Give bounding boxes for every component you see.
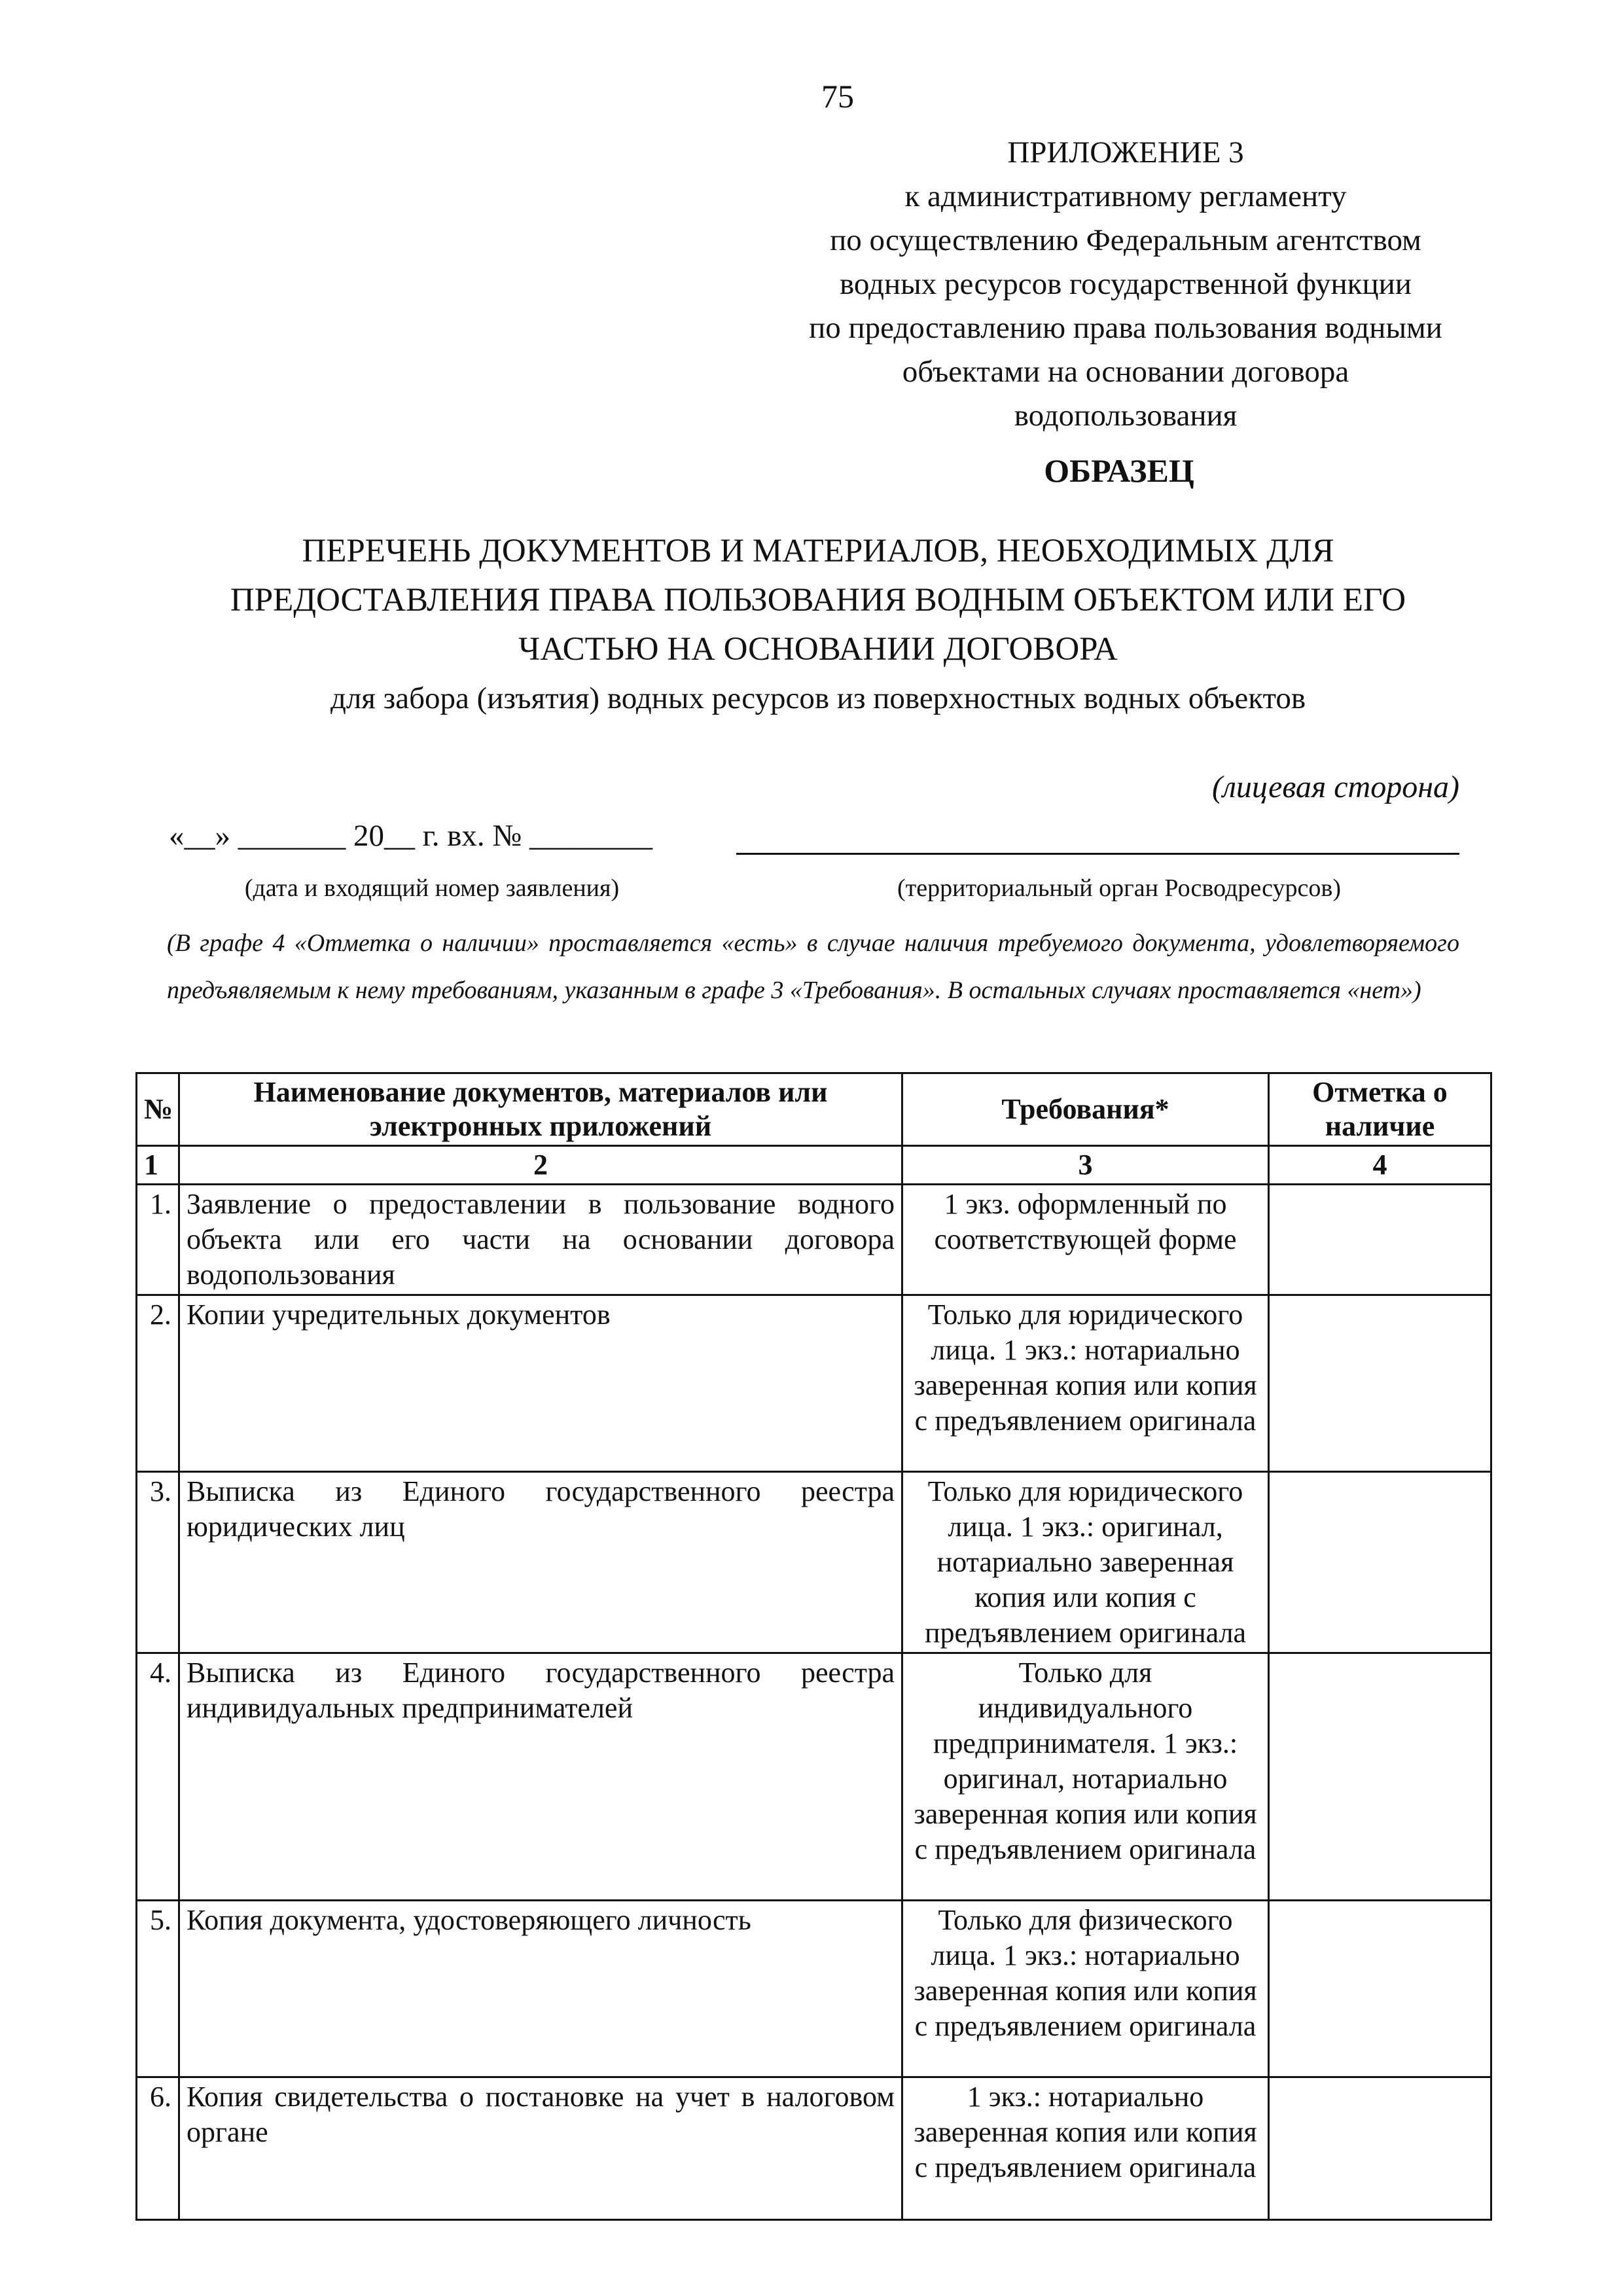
appendix-line: водных ресурсов государственной функции [840, 267, 1412, 301]
sample-label: ОБРАЗЕЦ [1044, 452, 1194, 489]
table-row [137, 1185, 1491, 1295]
document-name: Копии учредительных документов [179, 1295, 902, 1472]
document-requirements: Только для физического лица. 1 экз.: нотариально заверенная копия или копия с предъявлением оригинала [902, 1901, 1269, 2077]
document-name: Выписка из Единого государственного реестра юридических лиц [179, 1472, 902, 1653]
territorial-organ-blank-line [736, 853, 1459, 855]
header-mark: Отметка о наличие [1269, 1073, 1491, 1146]
document-subtitle: для забора (изъятия) водных ресурсов из поверхностных водных объектов [330, 681, 1306, 715]
instruction-note: (В графе 4 «Отметка о наличии» проставляется «есть» в случае наличия требуемого документа, удовлетворяемого предъявляемым к нему требованиям, указанным в графе 3 «Требования». В остальных случаях проставляется «нет») [167, 929, 1459, 1004]
document-name: Копия документа, удостоверяющего личность [179, 1901, 902, 2077]
column-index-row [137, 1146, 1491, 1185]
table-row [137, 1901, 1491, 2077]
appendix-line: объектами на основании договора [902, 355, 1349, 389]
presence-mark-cell[interactable] [1269, 1653, 1491, 1901]
document-title-line: ПЕРЕЧЕНЬ ДОКУМЕНТОВ И МАТЕРИАЛОВ, НЕОБХОДИМЫХ ДЛЯ [302, 533, 1334, 569]
row-number: 6. [137, 2077, 179, 2220]
appendix-line: водопользования [1014, 399, 1238, 433]
appendix-line: к административному регламенту [904, 179, 1347, 213]
table-row [137, 1472, 1491, 1653]
table-header-row [137, 1073, 1491, 1146]
document-title [164, 527, 1472, 674]
header-requirements: Требования* [902, 1073, 1269, 1146]
document-name: Копия свидетельства о постановке на учет в налоговом органе [179, 2077, 902, 2220]
document-requirements: 1 экз. оформленный по соответствующей форме [902, 1185, 1269, 1295]
document-requirements: Только для юридического лица. 1 экз.: оригинал, нотариально заверенная копия или копия с предъявлением оригинала [902, 1472, 1269, 1653]
row-number: 2. [137, 1295, 179, 1472]
appendix-line: по осуществлению Федеральным агентством [830, 223, 1421, 257]
side-note: (лицевая сторона) [1212, 770, 1459, 804]
header-name: Наименование документов, материалов или электронных приложений [179, 1073, 902, 1146]
row-number: 1. [137, 1185, 179, 1295]
presence-mark-cell[interactable] [1269, 1295, 1491, 1472]
presence-mark-cell[interactable] [1269, 2077, 1491, 2220]
documents-table [135, 1072, 1492, 2221]
document-requirements: 1 экз.: нотариально заверенная копия или копия с предъявлением оригинала [902, 2077, 1269, 2220]
document-requirements: Только для юридического лица. 1 экз.: нотариально заверенная копия или копия с предъявлением оригинала [902, 1295, 1269, 1472]
header-num: № [137, 1073, 179, 1146]
column-index: 1 [137, 1146, 179, 1185]
appendix-title: ПРИЛОЖЕНИЕ 3 [1007, 135, 1244, 170]
row-number: 5. [137, 1901, 179, 2077]
document-name: Выписка из Единого государственного реестра индивидуальных предпринимателей [179, 1653, 902, 1901]
table-row [137, 1653, 1491, 1901]
column-index: 3 [902, 1146, 1269, 1185]
page-number: 75 [821, 78, 854, 115]
presence-mark-cell[interactable] [1269, 1901, 1491, 2077]
document-requirements: Только для индивидуального предпринимателя. 1 экз.: оригинал, нотариально заверенная копия или копия с предъявлением оригинала [902, 1653, 1269, 1901]
appendix-line: по предоставлению права пользования водными [809, 311, 1442, 345]
document-title-line: ПРЕДОСТАВЛЕНИЯ ПРАВА ПОЛЬЗОВАНИЯ ВОДНЫМ ОБЪЕКТОМ ИЛИ ЕГО [230, 582, 1406, 619]
column-index: 2 [179, 1146, 902, 1185]
document-name: Заявление о предоставлении в пользование водного объекта или его части на основании договора водопользования [179, 1185, 902, 1295]
organ-caption: (территориальный орган Росводресурсов) [897, 874, 1341, 902]
presence-mark-cell[interactable] [1269, 1472, 1491, 1653]
table-row [137, 2077, 1491, 2220]
appendix-header [753, 131, 1499, 438]
row-number: 3. [137, 1472, 179, 1653]
date-caption: (дата и входящий номер заявления) [244, 874, 620, 902]
table-row [137, 1295, 1491, 1472]
presence-mark-cell[interactable] [1269, 1185, 1491, 1295]
column-index: 4 [1269, 1146, 1491, 1185]
application-date-line: «__» _______ 20__ г. вх. № ________ [169, 819, 653, 853]
document-title-line: ЧАСТЬЮ НА ОСНОВАНИИ ДОГОВОРА [518, 631, 1118, 668]
row-number: 4. [137, 1653, 179, 1901]
